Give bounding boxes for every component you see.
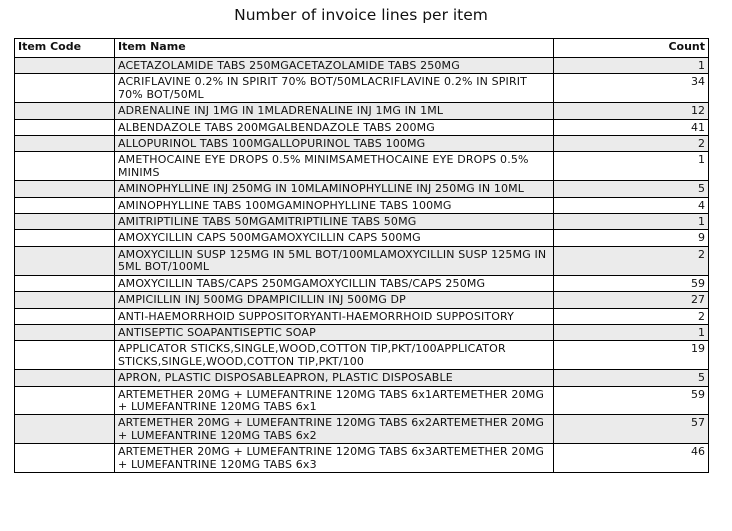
item-name-cell: ARTEMETHER 20MG + LUMEFANTRINE 120MG TABS 6x3ARTEMETHER 20MG + LUMEFANTRINE 120MG TABS 6x3 — [115, 444, 554, 473]
count-cell: 1 — [554, 152, 709, 181]
item-code-cell — [15, 197, 115, 213]
count-cell: 59 — [554, 386, 709, 415]
table-row — [15, 415, 709, 444]
table-body — [15, 58, 709, 473]
count-cell: 5 — [554, 181, 709, 197]
report-title: Number of invoice lines per item — [234, 6, 488, 24]
count-cell: 12 — [554, 103, 709, 119]
item-name-cell: AMOXYCILLIN CAPS 500MGAMOXYCILLIN CAPS 500MG — [115, 230, 554, 246]
count-cell: 5 — [554, 370, 709, 386]
item-name-cell: ALBENDAZOLE TABS 200MGALBENDAZOLE TABS 200MG — [115, 119, 554, 135]
item-name-cell: ADRENALINE INJ 1MG IN 1MLADRENALINE INJ 1MG IN 1ML — [115, 103, 554, 119]
table-row — [15, 292, 709, 308]
item-name-cell: ACRIFLAVINE 0.2% IN SPIRIT 70% BOT/50MLACRIFLAVINE 0.2% IN SPIRIT 70% BOT/50ML — [115, 74, 554, 103]
item-code-cell — [15, 444, 115, 473]
table-row — [15, 370, 709, 386]
table-row — [15, 386, 709, 415]
column-header-count: Count — [554, 39, 709, 58]
item-name-cell: ALLOPURINOL TABS 100MGALLOPURINOL TABS 100MG — [115, 136, 554, 152]
table-row — [15, 197, 709, 213]
item-code-cell — [15, 275, 115, 291]
count-cell: 2 — [554, 136, 709, 152]
column-header-item-code: Item Code — [15, 39, 115, 58]
count-cell: 2 — [554, 308, 709, 324]
count-cell: 2 — [554, 246, 709, 275]
table-row — [15, 308, 709, 324]
item-name-cell: AMOXYCILLIN TABS/CAPS 250MGAMOXYCILLIN TABS/CAPS 250MG — [115, 275, 554, 291]
count-cell: 1 — [554, 324, 709, 340]
count-cell: 46 — [554, 444, 709, 473]
item-code-cell — [15, 181, 115, 197]
item-name-cell: APPLICATOR STICKS,SINGLE,WOOD,COTTON TIP,PKT/100APPLICATOR STICKS,SINGLE,WOOD,COTTON TIP,PKT/100 — [115, 341, 554, 370]
table-row — [15, 74, 709, 103]
table-row — [15, 214, 709, 230]
item-code-cell — [15, 386, 115, 415]
item-name-cell: ACETAZOLAMIDE TABS 250MGACETAZOLAMIDE TABS 250MG — [115, 58, 554, 74]
table-row — [15, 136, 709, 152]
item-code-cell — [15, 370, 115, 386]
table-row — [15, 246, 709, 275]
item-name-cell: AMITRIPTILINE TABS 50MGAMITRIPTILINE TABS 50MG — [115, 214, 554, 230]
table-row — [15, 275, 709, 291]
table-row — [15, 58, 709, 74]
item-name-cell: AMETHOCAINE EYE DROPS 0.5% MINIMSAMETHOCAINE EYE DROPS 0.5% MINIMS — [115, 152, 554, 181]
table-row — [15, 341, 709, 370]
invoice-lines-table — [14, 38, 708, 473]
item-name-cell: AMINOPHYLLINE INJ 250MG IN 10MLAMINOPHYLLINE INJ 250MG IN 10ML — [115, 181, 554, 197]
item-code-cell — [15, 415, 115, 444]
table-row — [15, 444, 709, 473]
table-row — [15, 324, 709, 340]
item-code-cell — [15, 246, 115, 275]
table-row — [15, 230, 709, 246]
item-code-cell — [15, 74, 115, 103]
count-cell: 41 — [554, 119, 709, 135]
table-row — [15, 181, 709, 197]
item-code-cell — [15, 230, 115, 246]
item-name-cell: AMPICILLIN INJ 500MG DPAMPICILLIN INJ 500MG DP — [115, 292, 554, 308]
item-code-cell — [15, 292, 115, 308]
item-code-cell — [15, 214, 115, 230]
item-name-cell: AMINOPHYLLINE TABS 100MGAMINOPHYLLINE TABS 100MG — [115, 197, 554, 213]
table-row — [15, 119, 709, 135]
count-cell: 34 — [554, 74, 709, 103]
item-code-cell — [15, 119, 115, 135]
item-code-cell — [15, 103, 115, 119]
count-cell: 27 — [554, 292, 709, 308]
item-code-cell — [15, 152, 115, 181]
column-header-item-name: Item Name — [115, 39, 554, 58]
item-code-cell — [15, 341, 115, 370]
item-code-cell — [15, 308, 115, 324]
item-name-cell: APRON, PLASTIC DISPOSABLEAPRON, PLASTIC DISPOSABLE — [115, 370, 554, 386]
item-name-cell: ARTEMETHER 20MG + LUMEFANTRINE 120MG TABS 6x1ARTEMETHER 20MG + LUMEFANTRINE 120MG TABS 6x1 — [115, 386, 554, 415]
item-code-cell — [15, 58, 115, 74]
count-cell: 57 — [554, 415, 709, 444]
count-cell: 9 — [554, 230, 709, 246]
count-cell: 19 — [554, 341, 709, 370]
count-cell: 59 — [554, 275, 709, 291]
table-header-row — [15, 39, 709, 58]
count-cell: 1 — [554, 58, 709, 74]
count-cell: 4 — [554, 197, 709, 213]
item-name-cell: ANTI-HAEMORRHOID SUPPOSITORYANTI-HAEMORRHOID SUPPOSITORY — [115, 308, 554, 324]
table-row — [15, 152, 709, 181]
table-row — [15, 103, 709, 119]
item-code-cell — [15, 324, 115, 340]
item-name-cell: ARTEMETHER 20MG + LUMEFANTRINE 120MG TABS 6x2ARTEMETHER 20MG + LUMEFANTRINE 120MG TABS 6x2 — [115, 415, 554, 444]
item-name-cell: ANTISEPTIC SOAPANTISEPTIC SOAP — [115, 324, 554, 340]
item-name-cell: AMOXYCILLIN SUSP 125MG IN 5ML BOT/100MLAMOXYCILLIN SUSP 125MG IN 5ML BOT/100ML — [115, 246, 554, 275]
count-cell: 1 — [554, 214, 709, 230]
item-code-cell — [15, 136, 115, 152]
